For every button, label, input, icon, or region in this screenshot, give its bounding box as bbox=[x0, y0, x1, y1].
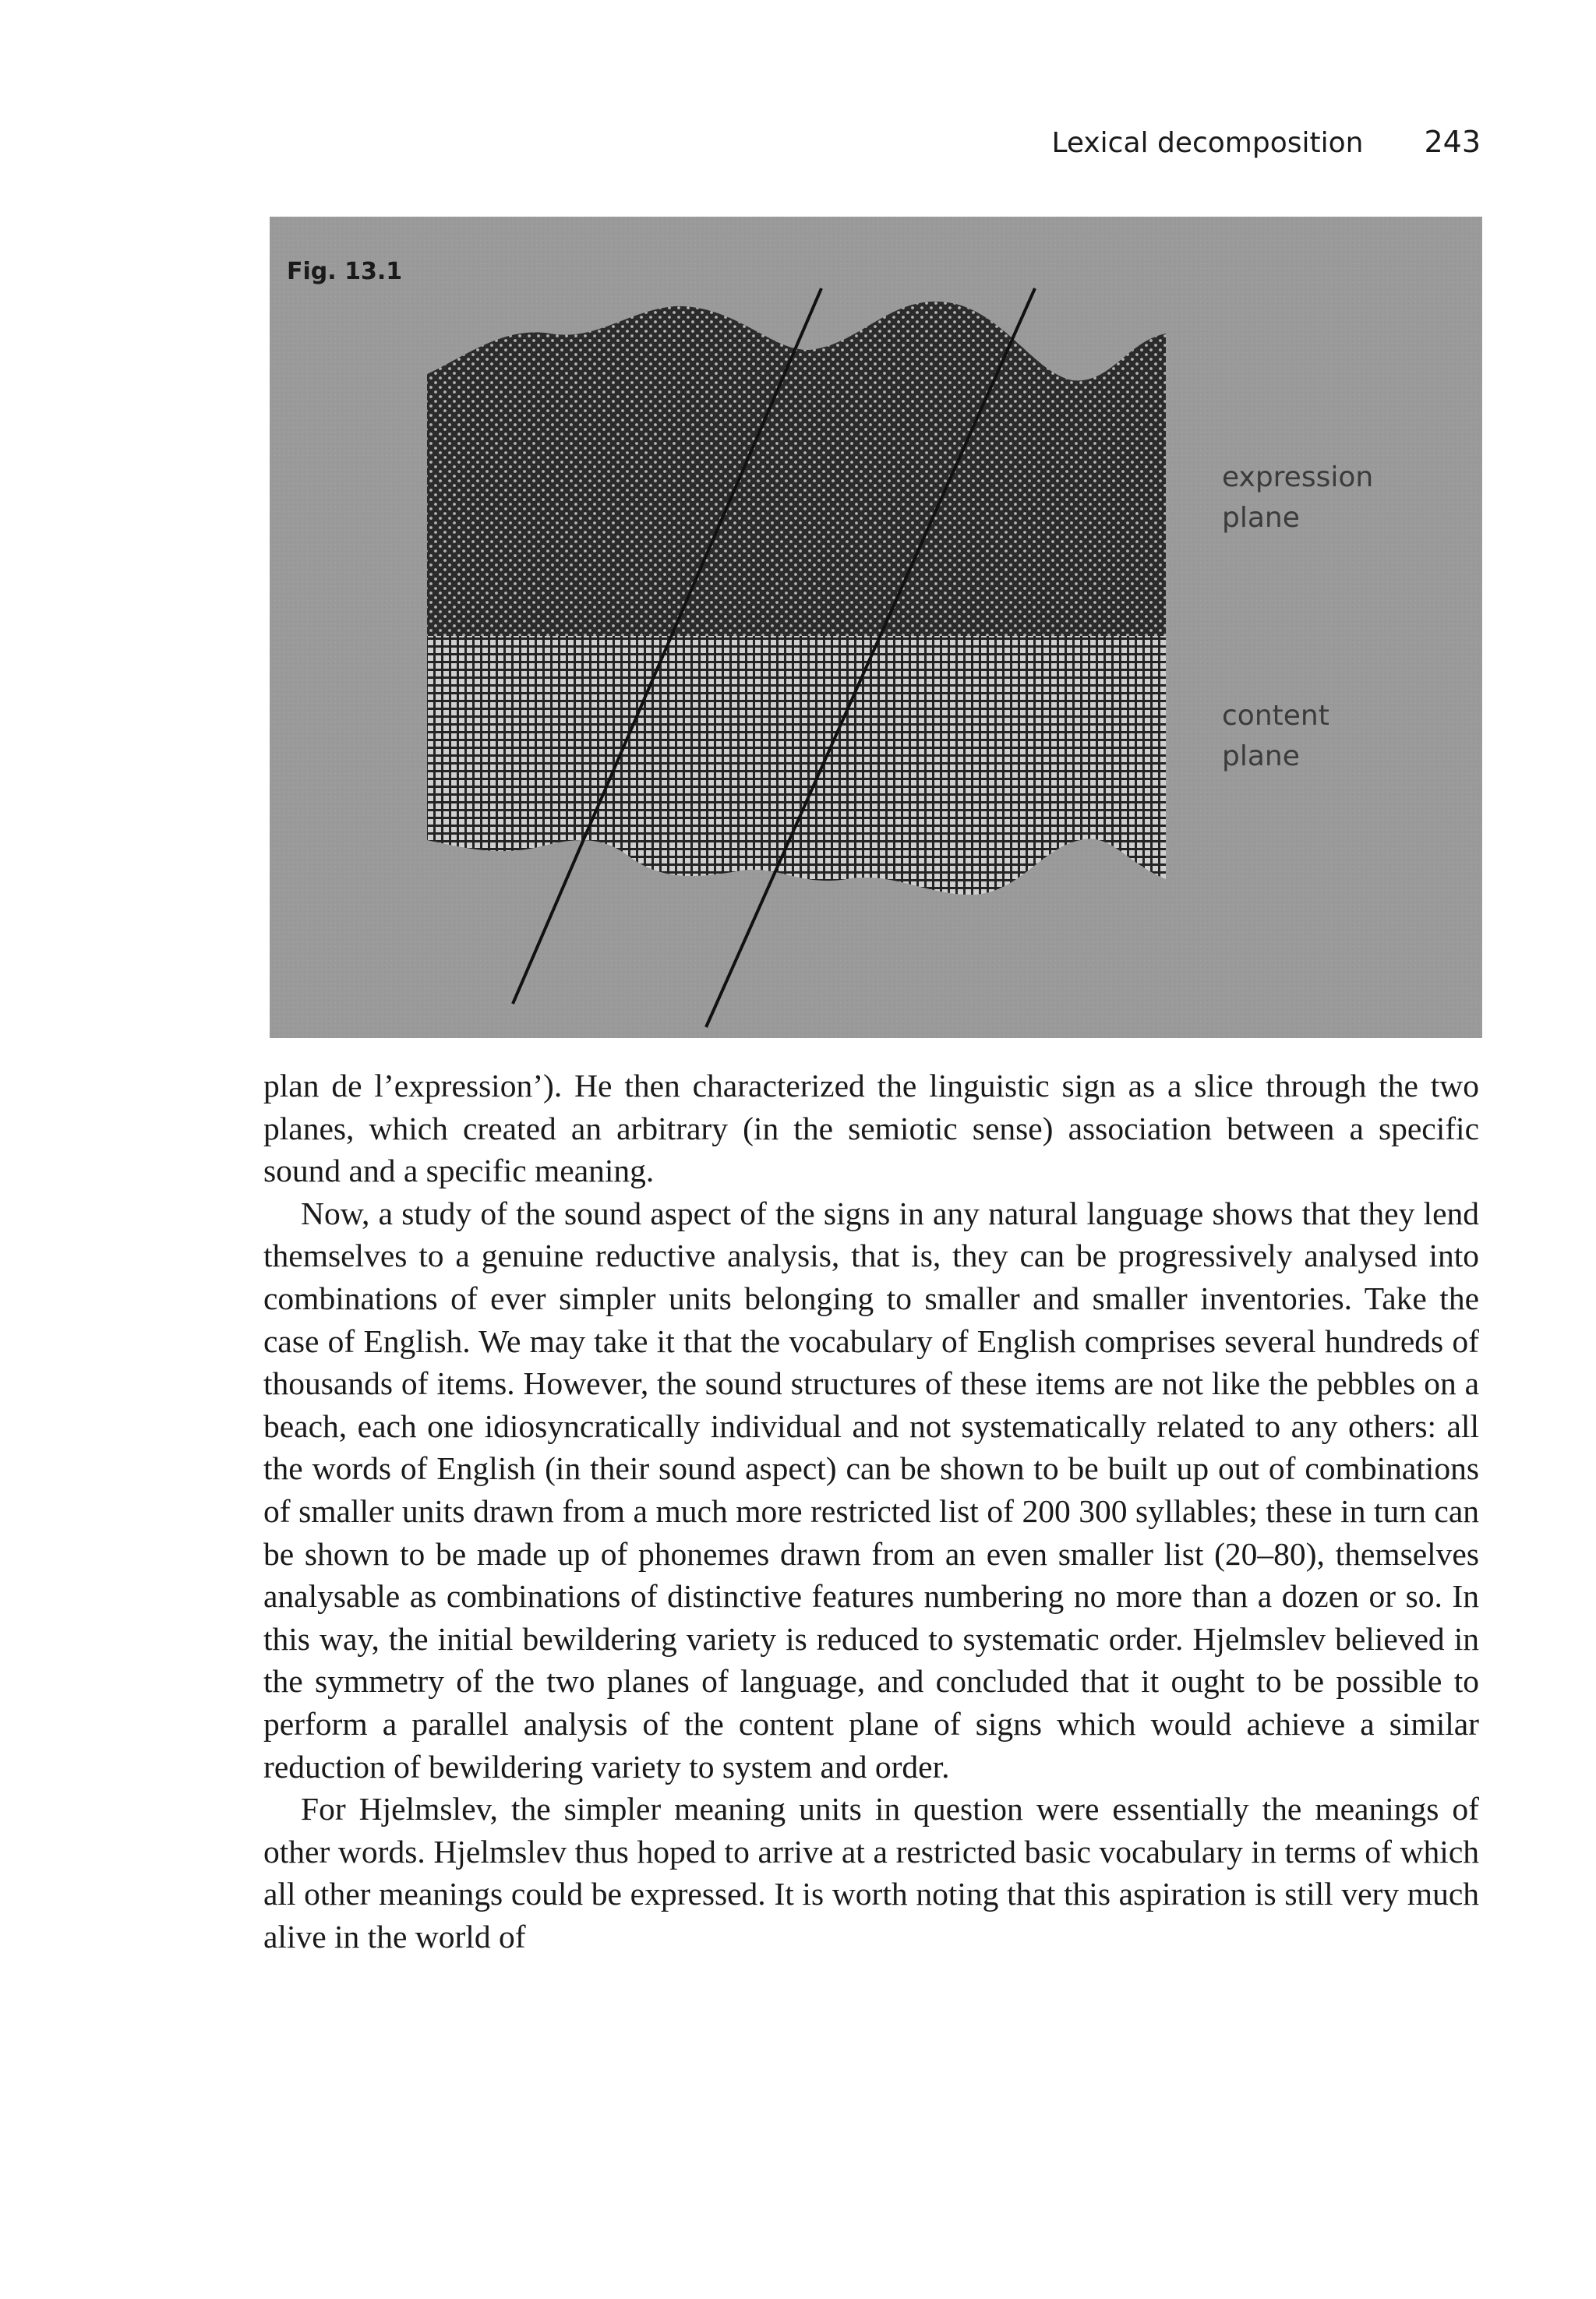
body-text bbox=[263, 1065, 1479, 1958]
running-title: Lexical decomposition bbox=[1051, 127, 1364, 159]
paragraph: For Hjelmslev, the simpler meaning units in question were essentially the meanings of other words. Hjelmslev thus hoped to arrive at a restricted basic vocabulary in terms of which all other meanings could be expressed. It is worth noting that this aspiration is still very much alive in the world of bbox=[263, 1791, 1479, 1955]
paragraph: plan de l’expression’). He then characterized the linguistic sign as a slice through the two planes, which created an arbitrary (in the semiotic sense) association between a specific sound and a specific meaning. bbox=[263, 1068, 1479, 1189]
expression-label-line1: expression bbox=[1222, 461, 1374, 493]
figure-illustration bbox=[270, 217, 1482, 1038]
paragraph: Now, a study of the sound aspect of the signs in any natural language shows that they lend themselves to a genuine reductive analysis, that is, they can be progressively analysed into combinations of ever simpler units belonging to smaller and smaller inventories. Take the case of English. We may take it that the vocabulary of English comprises several hundreds of thousands of items. However, the sound structures of these items are not like the pebbles on a beach, each one idiosyncratically individual and not systematically related to any others: all the words of English (in their sound aspect) can be shown to be built up out of combinations of smaller units drawn from a much more restricted list of 200 300 syllables; these in turn can be shown to be made up of phonemes drawn from an even smaller list (20–80), themselves analysable as combinations of distinctive features numbering no more than a dozen or so. In this way, the initial bewildering variety is reduced to systematic order. Hjelmslev believed in the symmetry of the two planes of language, and concluded that it ought to be possible to perform a parallel analysis of the content plane of signs which would achieve a similar reduction of bewildering variety to system and order. bbox=[263, 1195, 1479, 1785]
content-label-line1: content bbox=[1222, 700, 1329, 732]
figure-label: Fig. 13.1 bbox=[287, 258, 403, 285]
expression-label-line2: plane bbox=[1222, 502, 1300, 534]
content-label-line2: plane bbox=[1222, 740, 1300, 772]
page-number: 243 bbox=[1424, 125, 1481, 159]
figure-13-1 bbox=[270, 217, 1482, 1038]
running-head bbox=[1051, 125, 1481, 159]
